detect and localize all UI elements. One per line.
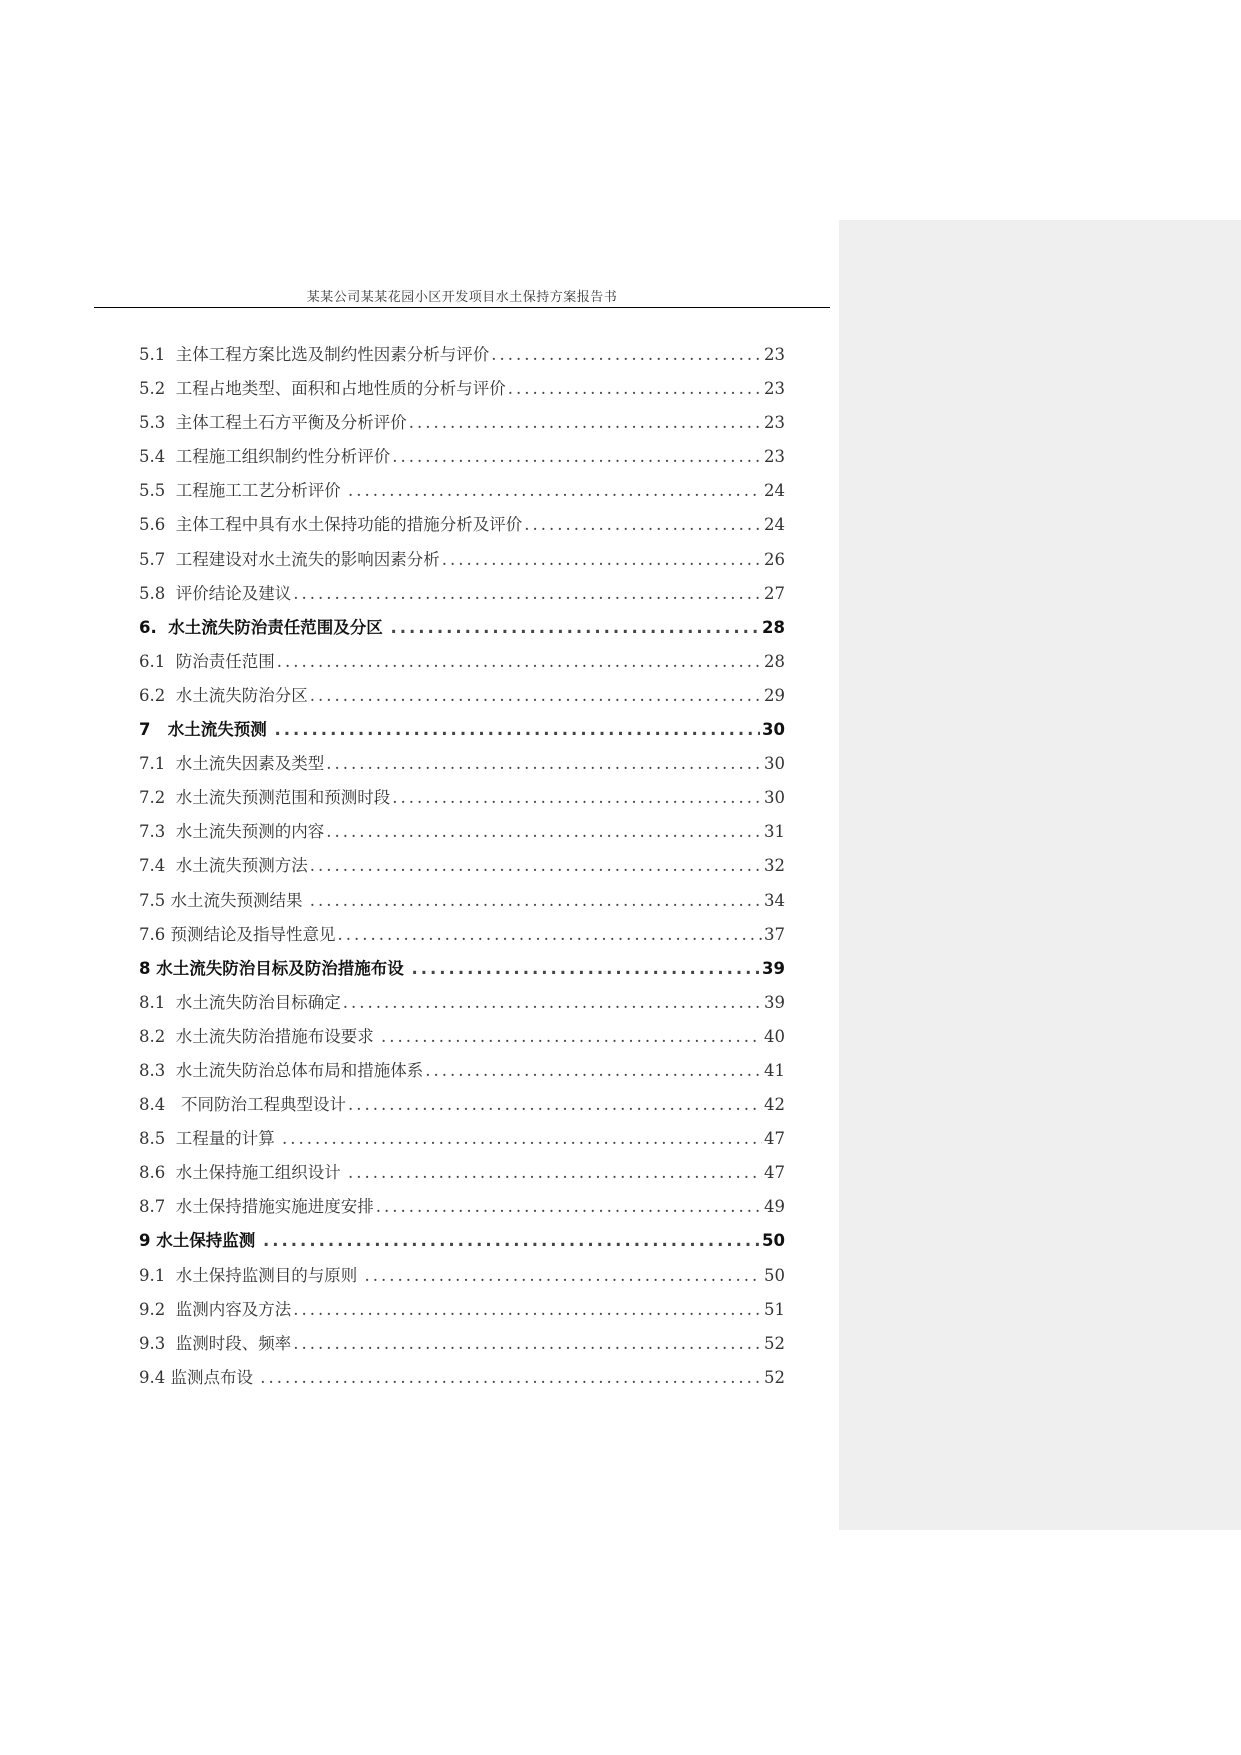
toc-page-number: 24	[764, 515, 785, 535]
toc-page-number: 52	[764, 1367, 785, 1387]
toc-section-entry[interactable]	[139, 1122, 785, 1156]
toc-page-number: 31	[764, 822, 785, 842]
dot-leader	[277, 645, 762, 679]
toc-section-entry[interactable]	[139, 1293, 785, 1327]
toc-entry-title: 7 水土流失预测	[139, 720, 273, 740]
table-of-contents	[139, 338, 785, 1395]
comment-margin-panel	[839, 220, 1241, 1530]
toc-section-entry[interactable]	[139, 1327, 785, 1361]
toc-page-number: 40	[764, 1026, 785, 1046]
dot-leader	[343, 986, 762, 1020]
running-header: 某某公司某某花园小区开发项目水土保持方案报告书	[306, 290, 618, 305]
toc-section-entry[interactable]	[139, 577, 785, 611]
dot-leader	[348, 1156, 762, 1190]
toc-entry-title: 7.5 水土流失预测结果	[139, 890, 308, 910]
toc-entry-title: 7.4 水土流失预测方法	[139, 856, 308, 876]
toc-section-entry[interactable]	[139, 645, 785, 679]
toc-page-number: 26	[764, 549, 785, 569]
toc-entry-title: 6.1 防治责任范围	[139, 651, 275, 671]
toc-entry-title: 8.4 不同防治工程典型设计	[139, 1095, 346, 1115]
toc-section-entry[interactable]	[139, 1088, 785, 1122]
dot-leader	[390, 611, 760, 645]
toc-section-entry[interactable]	[139, 884, 785, 918]
toc-page-number: 30	[764, 788, 785, 808]
toc-entry-title: 8.6 水土保持施工组织设计	[139, 1163, 346, 1183]
dot-leader	[376, 1190, 762, 1224]
toc-page-number: 23	[764, 379, 785, 399]
toc-page-number: 37	[764, 924, 785, 944]
dot-leader	[293, 1327, 762, 1361]
dot-leader	[364, 1259, 762, 1293]
toc-chapter-entry[interactable]	[139, 713, 785, 747]
toc-entry-title: 9.2 监测内容及方法	[139, 1299, 292, 1319]
toc-entry-title: 8.1 水土流失防治目标确定	[139, 992, 341, 1012]
toc-section-entry[interactable]	[139, 815, 785, 849]
toc-entry-title: 8.2 水土流失防治措施布设要求	[139, 1026, 379, 1046]
toc-entry-title: 8.3 水土流失防治总体布局和措施体系	[139, 1060, 424, 1080]
toc-section-entry[interactable]	[139, 849, 785, 883]
toc-page-number: 47	[764, 1163, 785, 1183]
toc-section-entry[interactable]	[139, 918, 785, 952]
dot-leader	[348, 1088, 762, 1122]
dot-leader	[310, 849, 762, 883]
toc-entry-title: 5.6 主体工程中具有水土保持功能的措施分析及评价	[139, 515, 523, 535]
dot-leader	[508, 372, 762, 406]
toc-chapter-entry[interactable]	[139, 952, 785, 986]
toc-page-number: 23	[764, 413, 785, 433]
dot-leader	[260, 1361, 762, 1395]
toc-entry-title: 8.7 水土保持措施实施进度安排	[139, 1197, 374, 1217]
dot-leader	[409, 406, 762, 440]
dot-leader	[411, 952, 760, 986]
toc-page-number: 23	[764, 345, 785, 364]
toc-page-number: 32	[764, 856, 785, 876]
toc-section-entry[interactable]	[139, 1361, 785, 1395]
header-rule	[94, 307, 830, 308]
dot-leader	[348, 474, 762, 508]
toc-page-number: 41	[764, 1060, 785, 1080]
dot-leader	[491, 338, 762, 372]
toc-section-entry[interactable]	[139, 508, 785, 542]
dot-leader	[293, 1293, 762, 1327]
toc-entry-title: 9.4 监测点布设	[139, 1367, 259, 1387]
toc-chapter-entry[interactable]	[139, 611, 785, 645]
toc-entry-title: 5.7 工程建设对水土流失的影响因素分析	[139, 549, 440, 569]
dot-leader	[326, 815, 762, 849]
toc-entry-title: 9 水土保持监测	[139, 1231, 261, 1251]
toc-section-entry[interactable]	[139, 338, 785, 372]
toc-section-entry[interactable]	[139, 781, 785, 815]
toc-page-number: 27	[764, 583, 785, 603]
toc-section-entry[interactable]	[139, 372, 785, 406]
toc-page-number: 39	[762, 958, 785, 978]
toc-entry-title: 5.8 评价结论及建议	[139, 583, 292, 603]
dot-leader	[263, 1224, 760, 1258]
toc-page-number: 23	[764, 447, 785, 467]
dot-leader	[282, 1122, 762, 1156]
toc-entry-title: 5.3 主体工程土石方平衡及分析评价	[139, 413, 407, 433]
toc-page-number: 24	[764, 481, 785, 501]
toc-section-entry[interactable]	[139, 1020, 785, 1054]
toc-entry-title: 6. 水土流失防治责任范围及分区	[139, 617, 389, 637]
toc-entry-title: 5.1 主体工程方案比选及制约性因素分析与评价	[139, 345, 490, 364]
toc-page-number: 29	[764, 685, 785, 705]
dot-leader	[381, 1020, 762, 1054]
toc-entry-title: 8.5 工程量的计算	[139, 1129, 280, 1149]
toc-section-entry[interactable]	[139, 986, 785, 1020]
dot-leader	[310, 679, 762, 713]
dot-leader	[274, 713, 760, 747]
dot-leader	[524, 508, 762, 542]
dot-leader	[425, 1054, 762, 1088]
toc-entry-title: 9.3 监测时段、频率	[139, 1333, 292, 1353]
toc-page-number: 28	[762, 617, 785, 637]
toc-entry-title: 6.2 水土流失防治分区	[139, 685, 308, 705]
toc-page-number: 47	[764, 1129, 785, 1149]
dot-leader	[338, 918, 763, 952]
toc-entry-title: 7.1 水土流失因素及类型	[139, 754, 325, 774]
toc-section-entry[interactable]	[139, 440, 785, 474]
toc-page-number: 34	[764, 890, 785, 910]
dot-leader	[293, 577, 762, 611]
dot-leader	[442, 543, 762, 577]
dot-leader	[310, 884, 762, 918]
toc-page-number: 39	[764, 992, 785, 1012]
dot-leader	[392, 781, 762, 815]
toc-entry-title: 7.2 水土流失预测范围和预测时段	[139, 788, 391, 808]
toc-page-number: 42	[764, 1095, 785, 1115]
toc-section-entry[interactable]	[139, 1259, 785, 1293]
toc-page-number: 30	[764, 754, 785, 774]
toc-entry-title: 7.3 水土流失预测的内容	[139, 822, 325, 842]
toc-section-entry[interactable]	[139, 1156, 785, 1190]
toc-entry-title: 8 水土流失防治目标及防治措施布设	[139, 958, 410, 978]
toc-chapter-entry[interactable]	[139, 1224, 785, 1258]
toc-section-entry[interactable]	[139, 406, 785, 440]
toc-page-number: 50	[762, 1231, 785, 1251]
toc-section-entry[interactable]	[139, 474, 785, 508]
toc-page-number: 30	[762, 720, 785, 740]
dot-leader	[326, 747, 762, 781]
dot-leader	[392, 440, 762, 474]
toc-section-entry[interactable]	[139, 1190, 785, 1224]
toc-section-entry[interactable]	[139, 1054, 785, 1088]
toc-page-number: 49	[764, 1197, 785, 1217]
toc-page-number: 28	[764, 651, 785, 671]
toc-section-entry[interactable]	[139, 679, 785, 713]
toc-page-number: 50	[764, 1265, 785, 1285]
toc-entry-title: 5.2 工程占地类型、面积和占地性质的分析与评价	[139, 379, 506, 399]
toc-entry-title: 7.6 预测结论及指导性意见	[139, 924, 336, 944]
toc-entry-title: 9.1 水土保持监测目的与原则	[139, 1265, 363, 1285]
toc-section-entry[interactable]	[139, 747, 785, 781]
toc-section-entry[interactable]	[139, 543, 785, 577]
toc-page-number: 52	[764, 1333, 785, 1353]
toc-page-number: 51	[764, 1299, 785, 1319]
toc-entry-title: 5.5 工程施工工艺分析评价	[139, 481, 346, 501]
toc-entry-title: 5.4 工程施工组织制约性分析评价	[139, 447, 391, 467]
